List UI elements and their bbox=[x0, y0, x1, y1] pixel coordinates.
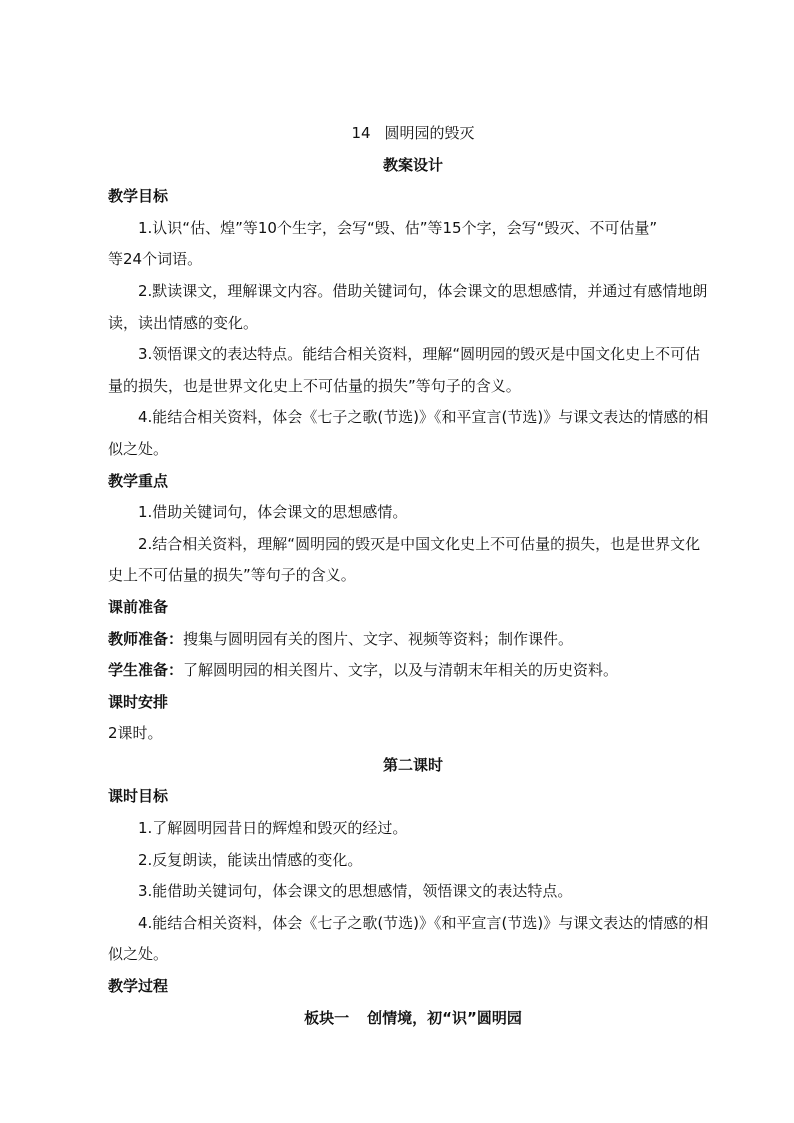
objectives-heading: 教学目标 bbox=[108, 187, 169, 206]
lesson-title bbox=[108, 118, 718, 150]
second-period-title: 第二课时 bbox=[382, 755, 443, 774]
student-preparation-label: 学生准备： bbox=[108, 661, 184, 680]
teacher-preparation-label: 教师准备： bbox=[108, 629, 184, 648]
key-point-2-line-2: 史上不可估量的损失”等句子的含义。 bbox=[108, 566, 356, 585]
block-title-text: 创情境，初“识”圆明园 bbox=[367, 1008, 522, 1027]
preparation-heading: 课前准备 bbox=[108, 597, 169, 616]
teacher-preparation bbox=[108, 624, 718, 656]
key-points-heading: 教学重点 bbox=[108, 471, 169, 490]
period-objective-2: 2.反复朗读，能读出情感的变化。 bbox=[138, 850, 363, 869]
student-preparation-text: 了解圆明园的相关图片、文字，以及与清朝末年相关的历史资料。 bbox=[183, 661, 619, 680]
lesson-number: 14 bbox=[351, 124, 371, 142]
objective-4-line-1: 4.能结合相关资料，体会《七子之歌(节选)》《和平宣言(节选)》与课文表达的情感的相 bbox=[138, 408, 709, 427]
objective-3-line-2: 量的损失，也是世界文化史上不可估量的损失”等句子的含义。 bbox=[108, 376, 521, 395]
student-preparation bbox=[108, 655, 718, 687]
objective-1-line-2: 等24个词语。 bbox=[108, 250, 203, 269]
schedule-heading: 课时安排 bbox=[108, 692, 169, 711]
period-objective-4-line-1: 4.能结合相关资料，体会《七子之歌(节选)》《和平宣言(节选)》与课文表达的情感的相 bbox=[138, 913, 709, 932]
key-point-2-line-1: 2.结合相关资料，理解“圆明园的毁灭是中国文化史上不可估量的损失，也是世界文化 bbox=[138, 534, 701, 553]
lesson-title-text: 圆明园的毁灭 bbox=[384, 124, 475, 142]
period-objective-1: 1.了解圆明园昔日的辉煌和毁灭的经过。 bbox=[138, 819, 408, 838]
lesson-subtitle: 教案设计 bbox=[382, 155, 443, 174]
block-label: 板块一 bbox=[304, 1008, 350, 1027]
teacher-preparation-text: 搜集与圆明园有关的图片、文字、视频等资料；制作课件。 bbox=[183, 629, 574, 648]
process-heading: 教学过程 bbox=[108, 977, 169, 996]
objective-2-line-2: 读，读出情感的变化。 bbox=[108, 313, 259, 332]
objective-4-line-2: 似之处。 bbox=[108, 439, 169, 458]
document-page bbox=[108, 118, 718, 1034]
objective-1-line-1: 1.认识“估、煌”等10个生字，会写“毁、估”等15个字，会写“毁灭、不可估量” bbox=[138, 218, 658, 237]
period-objectives-heading: 课时目标 bbox=[108, 787, 169, 806]
key-point-1: 1.借助关键词句，体会课文的思想感情。 bbox=[138, 503, 408, 522]
period-objective-3: 3.能借助关键词句，体会课文的思想感情，领悟课文的表达特点。 bbox=[138, 882, 573, 901]
period-objective-4-line-2: 似之处。 bbox=[108, 945, 169, 964]
objective-2-line-1: 2.默读课文，理解课文内容。借助关键词句，体会课文的思想感情，并通过有感情地朗 bbox=[138, 281, 708, 300]
block-one-title bbox=[108, 1003, 718, 1035]
schedule-text: 2课时。 bbox=[108, 724, 163, 743]
objective-3-line-1: 3.领悟课文的表达特点。能结合相关资料，理解“圆明园的毁灭是中国文化史上不可估 bbox=[138, 345, 701, 364]
